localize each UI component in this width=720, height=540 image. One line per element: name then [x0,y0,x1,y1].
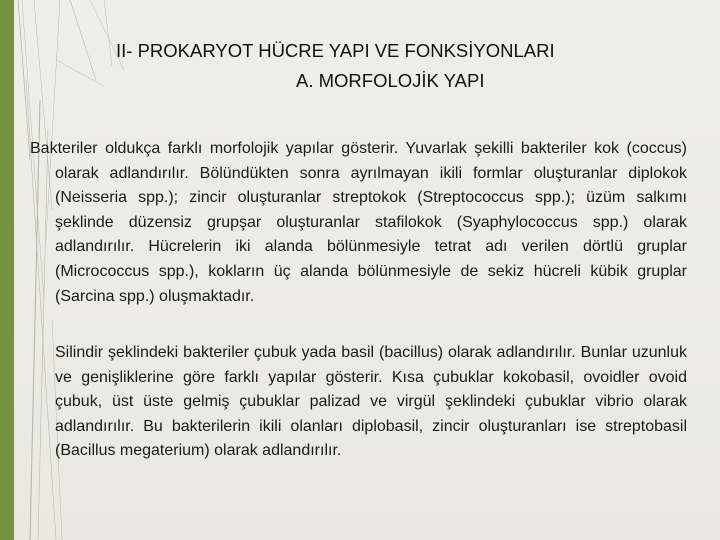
paragraph-cocci: Bakteriler oldukça farklı morfolojik yapılar gösterir. Yuvarlak şekilli bakteriler kok (coccus) olarak adlandırılır. Bölündükten sonra ayrılmayan ikili formlar oluşturanlar diplokok (Neisseria spp.); zincir oluşturanlar streptokok (Streptococcus spp.); üzüm salkımı şeklinde düzensiz grupşar oluşturanlar stafilokok (Syaphylococcus spp.) olarak adlandırılır. Hücrelerin iki alanda bölünmesiyle tetrat adı verilen dörtlü gruplar (Micrococcus spp.), kokların üç alanda bölünmesiyle de sekiz hücreli kübik gruplar (Sarcina spp.) oluşmaktadır. [30,140,687,305]
title-line-1: II- PROKARYOT HÜCRE YAPI VE FONKSİYONLARI [116,40,555,61]
title-line-2: A. MORFOLOJİK YAPI [296,70,485,91]
paragraph-bacilli: Silindir şeklindeki bakteriler çubuk yada basil (bacillus) olarak adlandırılır. Bunlar uzunluk ve genişliklerine göre farklı yapılar gösterir. Kısa çubuklar kokobasil, ovoidler ovoid çubuk, üst üste gelmiş çubuklar palizad ve virgül şeklindeki çubuklar vibrio olarak adlandırılır. Bu bakterilerin ikili olanları diplobasil, zincir oluşturanları ise streptobasil (Bacillus megaterium) olarak adlandırılır. [55,344,687,460]
decor-line [70,0,96,80]
decor-line [56,60,104,86]
slide-title [108,36,708,96]
